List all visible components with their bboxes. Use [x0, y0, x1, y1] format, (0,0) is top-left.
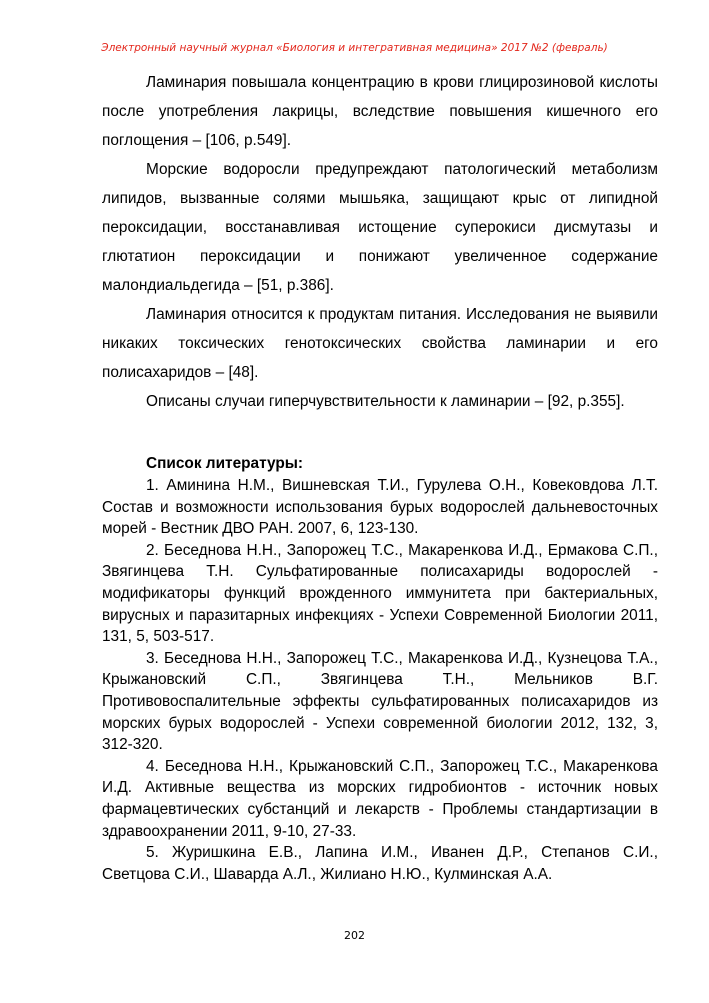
reference-item: 2. Беседнова Н.Н., Запорожец Т.С., Макаренкова И.Д., Ермакова С.П., Звягинцева Т.Н. Сульфатированные полисахариды водорослей - модификаторы функций врожденного иммунитета при бактериальных, вирусных и паразитарных инфекциях - Успехи Современной Биологии 2011, 131, 5, 503-517. [102, 541, 658, 646]
running-header: Электронный научный журнал «Биология и интегративная медицина» 2017 №2 (февраль) [101, 42, 608, 54]
page-content [102, 68, 658, 885]
reference-item: 1. Аминина Н.М., Вишневская Т.И., Гурулева О.Н., Ковековдова Л.Т. Состав и возможности использования бурых водорослей дальневосточных морей - Вестник ДВО РАН. 2007, 6, 123-130. [102, 477, 658, 538]
reference-item: 4. Беседнова Н.Н., Крыжановский С.П., Запорожец Т.С., Макаренкова И.Д. Активные вещества из морских гидробионтов - источник новых фармацевтических субстанций и лекарств - Проблемы стандартизации в здравоохранении 2011, 9-10, 27-33. [102, 757, 658, 840]
body-paragraph: Описаны случаи гиперчувствительности к ламинарии – [92, p.355]. [146, 393, 625, 410]
page-number: 202 [344, 929, 365, 942]
reference-item: 3. Беседнова Н.Н., Запорожец Т.С., Макаренкова И.Д., Кузнецова Т.А., Крыжановский С.П., Звягинцева Т.Н., Мельников В.Г. Противовоспалительные эффекты сульфатированных полисахаридов из морских бурых водорослей - Успехи современной биологии 2012, 132, 3, 312-320. [102, 649, 658, 754]
reference-item: 5. Журишкина Е.В., Лапина И.М., Иванен Д.Р., Степанов С.И., Светцова С.И., Шаварда А.Л., Жилиано Н.Ю., Кулминская А.А. [102, 844, 658, 883]
body-paragraph: Морские водоросли предупреждают патологический метаболизм липидов, вызванные солями мышьяка, защищают крыс от липидной пероксидации, восстанавливая истощение суперокиси дисмутазы и глютатион пероксидации и понижают увеличенное содержание малондиальдегида – [51, p.386]. [102, 161, 658, 294]
body-paragraph: Ламинария относится к продуктам питания. Исследования не выявили никаких токсических генотоксических свойства ламинарии и его полисахаридов – [48]. [102, 306, 658, 381]
references-heading: Список литературы: [146, 455, 304, 472]
body-paragraph: Ламинария повышала концентрацию в крови глицирозиновой кислоты после употребления лакрицы, вследствие повышения кишечного его поглощения – [106, p.549]. [102, 74, 658, 149]
